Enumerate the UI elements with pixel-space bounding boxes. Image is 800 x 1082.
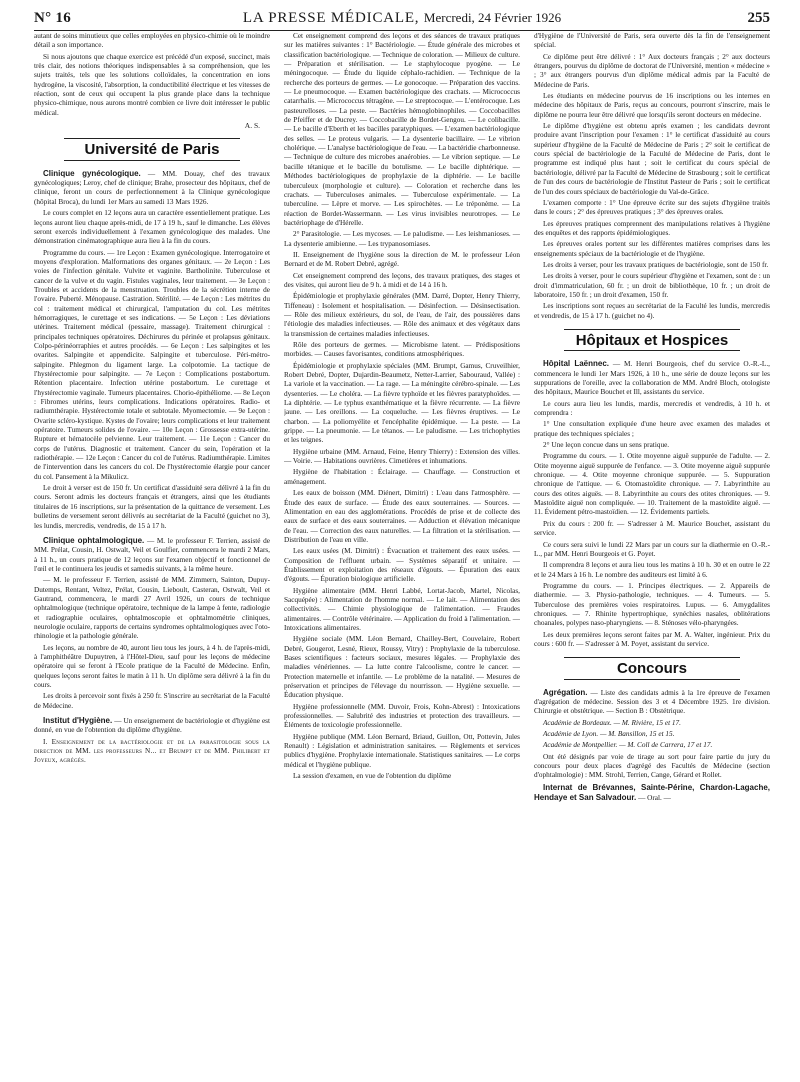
paragraph: La session d'examen, en vue de l'obtention du diplôme <box>293 772 452 781</box>
column-right <box>534 32 770 1082</box>
paragraph: Hygiène de l'habitation : Éclairage. — Chauffage. — Construction et aménagement. <box>284 468 520 486</box>
paragraph: 2° Parasitologie. — Les mycoses. — Le paludisme. — Les leishmanioses. — La dysenterie amibienne. — Les trypanosomiases. <box>284 230 520 248</box>
paragraph: Les inscriptions sont reçues au secrétariat de la Faculté les lundis, mercredis et vendredis, de 15 à 17 h. (guichet no 4). <box>534 302 770 320</box>
paragraph: L'examen comporte : 1° Une épreuve écrite sur des sujets d'hygiène traités dans le cours ; 2° des épreuves pratiques ; 3° des épreuves orales. <box>534 198 770 217</box>
article-title: Clinique ophtalmologique. <box>43 535 145 545</box>
paragraph: Les deux premières leçons seront faites par M. A. Walter, ingénieur. Prix du cours : 600 fr. — S'adresser à M. Poyet, assistant du service. <box>534 630 770 648</box>
paragraph: Les droits à verser, pour les travaux pratiques de bactériologie, sont de 150 fr. <box>543 260 769 269</box>
section-header-universite <box>34 138 270 160</box>
paragraph: Il comprendra 8 leçons et aura lieu tous les matins à 10 h. 30 et en outre le 22 et le 24 Mars à 16 h. Le nombre des auditeurs est limité à 6. <box>534 561 770 579</box>
section-rule <box>564 679 740 680</box>
section-title: Université de Paris <box>84 141 220 159</box>
issue-date: Mercredi, 24 Février 1926 <box>423 10 562 25</box>
journal-name: LA PRESSE MÉDICALE, <box>242 10 420 26</box>
paragraph: Hygiène professionnelle (MM. Duvoir, Frois, Kohn-Abrest) : Intoxications professionnelles. — Salubrité des industries et protection des travailleurs. — Éléments de toxicologie professionnelle. <box>284 702 520 730</box>
article-text: — MM. Douay, chef des travaux gynécologiques; Leroy, chef de clinique; Brahe, prosecteur des hôpitaux, chef de clinique, feront un cours de perfectionnement à la Clinique gynécologique (hôpital Broca), du lundi 1er Mars au samedi 13 Mars 1926. <box>34 169 270 206</box>
section-header-hopitaux <box>534 329 770 351</box>
page-number: 255 <box>747 10 770 26</box>
article-title: Agrégation. <box>543 687 588 697</box>
paragraph: Cet enseignement comprend des leçons, des travaux pratiques, des stages et des visites, qui auront lieu de 9 h. à midi et de 14 à 16 h. <box>284 271 520 289</box>
article-text: — M. Henri Bourgeois, chef du service O.-R.-L., commencera le lundi 1er Mars 1926, à 10 h., une série de douze leçons sur les suppurations de l'oreille, avec la collaboration de MM. André Bloch, otologiste des hôpitaux, Maurice Bouchet et Ill, assistants du service. <box>534 360 770 397</box>
paragraph: 2° Une leçon concue dans un sens pratique. <box>543 441 670 450</box>
article-columns <box>34 32 770 1082</box>
paragraph: I. Enseignement de la bactériologie et de la parasitologie sous la direction de MM. les professeurs N... et Brumpt et de MM. Philibert et Joyeux, agrégés. <box>34 737 270 765</box>
paragraph: Hygiène alimentaire (MM. Henri Labbé, Lortat-Jacob, Martel, Nicolas, Sacquépée) : Alimentation de l'homme normal. — Le lait. — Alimentation des collectivités. — Chimie physiologique de l'alimentation. — Fraudes alimentaires. — Contrôle vétérinaire. — Application du froid à l'alimentation. — Intoxications alimentaires. <box>284 586 520 632</box>
paragraph: Le cours aura lieu les lundis, mardis, mercredis et vendredis, à 10 h. et comprendra : <box>534 399 770 418</box>
paragraph: autant de soins minutieux que celles employées en physico-chimie où le moindre détail a son importance. <box>34 32 270 50</box>
paragraph: 1° Une consultation expliquée d'une heure avec examen des malades et pratique des techniques spéciales ; <box>534 420 770 438</box>
paragraph: II. Enseignement de l'hygiène sous la direction de M. le professeur Léon Bernard et de M. Robert Debré, agrégé. <box>284 250 520 269</box>
article-title: Institut d'Hygiène. <box>43 716 113 726</box>
paragraph: Les eaux de boisson (MM. Diénert, Dimitri) : L'eau dans l'atmosphère. — Étude des eaux de surface. — Étude des eaux souterraines. — Sources. — Alimentation en eau des agglomérations. Procédés de prise et de collecte des eaux de surface et des eaux souterraines. — Adduction et élévation mécanique de l'eau. — Correction des eaux naturelles. — La filtration et la stérilisation. — Distribution de l'eau en ville. <box>284 489 520 544</box>
paragraph: Ce diplôme peut être délivré : 1° Aux docteurs français ; 2° aux docteurs étrangers, pourvus du diplôme de doctorat de l'Université, mention « médecine » ; 3° aux étrangers pourvus d'un diplôme médical admis par la Faculté de Médecine de Paris. <box>534 52 770 89</box>
column-middle <box>284 32 520 1082</box>
paragraph: Si nous ajoutons que chaque exercice est précédé d'un exposé, succinct, mais très clair, des notions théoriques indispensables à sa compréhension, que les sujets traités, tels que les solutions colloïdales, la concentration en ions hydrogène, la viscosité, l'absorption, la conductibilité électrique et les vitesses de réaction, sont de ceux qui occupent la plus grande place dans la technique physico-chimique, nous aurons montré combien ce livre doit intéresser le public médical. <box>34 52 270 117</box>
paragraph: Académie de Bordeaux. — M. Rivière, 15 et 17. <box>543 718 681 727</box>
section-title: Concours <box>616 660 687 678</box>
section-header-concours <box>534 657 770 679</box>
paragraph: — M. le professeur F. Terrien, assisté de MM. Zimmern, Sainton, Dupuy-Dutemps, Rentant, Veltez, Prélat, Cousin, Lieboult, Casteran, Ostwalt, Veil et Gautrand, commencera, le mardi 27 Avril 1926, un cours de technique ophtalmologique (technique opératoire, technique de la lampe à fente, radiologie et radiographie oculaires, ophtalmoscopie et ophtalmométrie cliniques, neurologie oculaire, rapports de certains syndromes ophtalmologiques avec l'oto-rhinologie et la pathologie générale. <box>34 576 270 641</box>
paragraph: Ce cours sera suivi le lundi 22 Mars par un cours sur la diathermie en O.-R.-L., par MM. Henri Bourgeois et G. Poyet. <box>534 540 770 558</box>
paragraph: Épidémiologie et prophylaxie spéciales (MM. Brumpt, Gamus, Cruveilhier, Robert Debré, Dopter, Dujardin-Beaumetz, Netter-Larrier, Sabouraud, Vallée) : La variole et la vaccination. — La rage. — La méningite cérébro-spinale. — Les dysenteries. — Le choléra. — La fièvre typhoïde et les fièvres paratyphoïdes. — La diphtérie. — Le typhus exanthématique et la fièvre récurrente. — La fièvre jaune. — Les oreillons. — La coqueluche. — Les fièvres éruptives. — Le charbon. — La poliomyélite et l'encéphalite épidémique. — La peste. — La grippe. — La pneumonie. — Le tétanos. — Le paludisme. — Les trichophyties et les teignes. <box>284 361 520 445</box>
paragraph: Académie de Lyon. — M. Bansillon, 15 et 15. <box>543 730 675 738</box>
article-text: — Oral. — <box>638 794 671 803</box>
paragraph: Épidémiologie et prophylaxie générales (MM. Darré, Dopter, Henry Thierry, Tiffeneau) : Isolement et hospitalisation. — Désinfection. — Désinsectisation. — Rôle des milieux extérieurs, du sol, de l'eau, de l'air, des poussières dans l'étiologie des maladies infectieuses. — Rôle des animaux et des végétaux dans la transmission de certaines maladies infectieuses. <box>284 292 520 338</box>
section-title: Hôpitaux et Hospices <box>575 331 729 349</box>
paragraph: Les leçons, au nombre de 40, auront lieu tous les jours, à 4 h. de l'après-midi, à l'amphithéâtre Dupuytren, à l'Hôtel-Dieu, sauf pour les leçons de médecine opératoire qui se feront à l'Ecole pratique de la Faculté de Médecine. Enfin, quelques leçons seront faites le matin à 11 h. Un diplôme sera délivré à la fin du cours. <box>34 643 270 689</box>
paragraph: Le cours complet en 12 leçons aura un caractère essentiellement pratique. Les leçons auront lieu chaque après-midi, de 17 à 19 h., sauf le dimanche. Les élèves seront exercés individuellement à l'examen gynécologique des malades. Une démonstration cinématographique aura lieu à la fin du cours. <box>34 209 270 246</box>
paragraph: Programme du cours. — 1re Leçon : Examen gynécologique. Interrogatoire et moyens d'exploration. Malformations des organes génitaux. — 2e Leçon : Les voies de l'infection génitale. Vulvite et vaginite. Bartholinite. Tuberculose et cancer de la vulve et du vagin. Fistules vaginales, leur traitement. — 3e Leçon : Troubles et accidents de la menstruation. Troubles de la sécrétion interne de l'ovaire. Puberté. Ménopause. Castration. Stérilité. — 4e Leçon : Les métrites du col : traitement médical et chirurgical, l'amputation du col. Les métrites hémorragiques, le curettage et ses indications. — 5e Leçon : Les déviations utérines. Traitement médical (pessaire, massage). Traitement chirurgical : principales techniques opératoires. Déchirures du périnée et prolapsus génitaux. Colpo-périnéorraphies et autres procédés. — 6e Leçon : Les salpingites et les ovarites. Salpingite et appendicite. Salpingite et tuberculose. Péri-métro-salpingite. Phlegmon du ligament large. La colpotomie. La tactique de l'hystérectomie pour salpingite. — 7e Leçon : Complications postabortum. Rétention placentaire. Infection utérine postabortum. Le curettage et l'hystérectomie vaginale. Tumeurs placentaires. Chorio-épithéliome. — 8e Leçon : Fibromes utérins, leurs complications. Indications opératoires. Radio- et radiumthérapie. Hystérectomie totale et subtotale. Myomectomie. — 9e Leçon : Ovarite scléro-kystique. Kystes de l'ovaire; leurs complications et leur traitement opératoire. Tumeurs solides de l'ovaire. — 10e Leçon : Grossesse extra-utérine. Rupture et hématocèle pelvienne. Leur traitement. — 11e Leçon : Cancer du corps de l'utérus. Diagnostic et traitement. Cancer du sein, l'opération et la radiothérapie. — 12e Leçon : Cancer du col de l'utérus. Radiumthérapie. Limites de l'intervention dans les cancers du col. De l'hystérectomie élargie pour cancer du col. Pansement à la Mikulicz. <box>34 248 270 481</box>
column-left <box>34 32 270 1082</box>
paragraph: Cet enseignement comprend des leçons et des séances de travaux pratiques sur les matières suivantes : 1° Bactériologie. — Étude générale des microbes et classification bactériologique. — Technique de coloration. — Milieux de culture. — Préparation et stérilisation. — Le staphylocoque pyogène. — Le méningocoque. — Étude du liquide céphalo-rachidien. — Technique de la recherche des porteurs de germes. — Le gonocoque. — Préparation des vaccins. — Le pneumocoque. — Examen bactériologique des crachats. — Micrococcus catarrhalis. — Micrococcus tétragène. — Le streptocoque. — L'entérocoque. Les pasteurelloses. — La peste. — Bactéries hémoglobinophiles. — Coccobacilles de Pfeiffer et de Ducrey. — Coccobacille de Bordet-Gengou. — Le colibacille. — Le bacille d'Eberth et les bacilles paratyphiques. — L'examen bactériologique des selles. — Le proteus vulgaris. — La dysenterie bacillaire. — Le vibrion cholérique. — L'analyse bactériologique de l'eau. — La bactéridie charbonneuse. — Technique de culture des microbes anaérobies. — Le vibrion septique. — Le bacille tétanique et le bacille du botulisme. — Le bacille diphtérique. — Méthodes bactériologiques de prophylaxie de la diphtérie. — Le bacille tuberculeux (morphologie et culture). — Coloration et recherche dans les crachats. — Tuberculoses animales. — Tuberculose expérimentale. — La tuberculine. — Lèpre et morve. — Les spirochètes. — Le tréponème. — La réaction de Bordet-Wassermann. — Les virus invisibles neurotropes. — Le bactériophage de d'Hérelle. <box>284 32 520 227</box>
section-rule <box>64 160 240 161</box>
paragraph: Le diplôme d'hygiène est obtenu après examen ; les candidats devront produire avant l'inscription pour l'examen : 1° le certificat d'assiduité au cours supérieur d'hygiène de la Faculté de Médecine de Paris ; 2° soit le certificat de cours spécial de bactériologie de la Faculté de Médecine de Paris, dont le programme est indiqué plus haut ; soit le certificat du cours spécial de bactériologie, délivré par la Faculté de Médecine de Strasbourg ; soit le certificat de l'un des cours de bactériologie de l'Institut Pasteur de Paris ; soit le certificat de l'un des cours spéciaux de bactériologie du Val-de-Grâce. <box>534 122 770 196</box>
paragraph: Programme du cours. — 1. Otite moyenne aiguë suppurée de l'adulte. — 2. Otite moyenne aiguë suppurée de l'enfance. — 3. Otite moyenne aiguë suppurée chronique. — 4. Otite moyenne chronique suppurée. — 5. Suppuration chronique de l'attique. — 6. Otomastoïdite chronique. — 7. Labyrinthite au cours des otites aiguës. — 8. Labyrinthite au cours des otites chroniques. — 9. Mastoïdite aiguë non compliquée. — 10. Traitement de la mastoïdite aiguë. — 11. Évidement pétro-mastoïdien. — 12. Évidements partiels. <box>534 452 770 517</box>
paragraph: d'Hygiène de l'Université de Paris, sera ouverte dès la fin de l'enseignement spécial. <box>534 32 770 50</box>
paragraph: Les droits à verser, pour le cours supérieur d'hygiène et l'examen, sont de : un droit d'immatriculation, 60 fr. ; un droit de bibliothèque, 10 fr. ; un droit de laboratoire, 150 fr. ; un droit d'examen, 150 fr. <box>534 272 770 299</box>
paragraph: Rôle des porteurs de germes. — Microbisme latent. — Prédispositions morbides. — Causes favorisantes, conditions atmosphériques. <box>284 341 520 359</box>
paragraph: Programme du cours. — 1. Principes électriques. — 2. Appareils de diathermie. — 3. Physio-pathologie, techniques. — 4. Tumeurs. — 5. Tuberculose des premières voies respiratoires. Lupus. — 6. Amygdalites chroniques. — 7. Rhinite hypertrophique, synéchies nasales, oblitérations choanales, polypes naso-pharyngiens. — 8. Sténoses vélo-pharyngées. <box>534 581 770 628</box>
paragraph: Ont été désignés par voie de tirage au sort pour faire partie du jury du concours pour deux places d'agrégé des Facultés de Médecine (section d'ophtalmologie) : MM. Strohl, Terrien, Cange, Gérard et Rollet. <box>534 752 770 780</box>
issue-number: N° 16 <box>34 10 72 26</box>
paragraph: Hygiène publique (MM. Léon Bernard, Briaud, Guillon, Ott, Pottevin, Jules Renault) : Législation et administration sanitaires. — Règlements et services publics d'hygiène. Prophylaxie internationale. Statistiques sanitaires. — Le corps médical et l'hygiène publique. <box>284 732 520 769</box>
paragraph: Les droits à percevoir sont fixés à 250 fr. S'inscrire au secrétariat de la Faculté de Médecine. <box>34 692 270 710</box>
paragraph: Les eaux usées (M. Dimitri) : Évacuation et traitement des eaux usées. — Composition de l'effluent urbain. — Systèmes séparatif et unitaire. — Établissement et exploitation des réseaux d'égouts. — Épuration des eaux d'égouts. — Épuration biologique artificielle. <box>284 547 520 584</box>
article-title: Internat de Brévannes, Sainte-Périne, Chardon-Lagache, Hendaye et San Salvadour. <box>534 782 770 803</box>
paragraph: Les épreuves orales portent sur les différentes matières comprises dans les enseignements spéciaux de la bactériologie et de l'hygiène. <box>534 240 770 258</box>
journal-title <box>34 10 770 27</box>
article-title: Clinique gynécologique. <box>43 168 141 178</box>
article-text: — M. le professeur F. Terrien, assisté de MM. Prélat, Cousin, H. Ostwalt, Veil et Goulfier, commencera le mardi 2 Mars, à 11 h., un cours pratique de 12 leçons sur l'examen objectif et fonctionnel de l'œil et le continuera les jeudis et samedis suivants, à la même heure. <box>34 536 270 573</box>
article-text: — Liste des candidats admis à la 1re épreuve de l'examen d'agrégation de médecine. Session des 3 et 4 Décembre 1925. 1re division. Chirurgie et obstétrique. — Section B : Obstétrique. <box>534 688 770 716</box>
article-title: Hôpital Laënnec. <box>543 359 610 369</box>
running-header <box>34 8 770 31</box>
section-rule <box>564 350 740 351</box>
paragraph: Le droit à verser est de 150 fr. Un certificat d'assiduité sera délivré à la fin du cours. Seront admis les docteurs français et étrangers, ainsi que les étudiants titulaires de 16 inscriptions, sur la présentation de la quittance de versement. Les bulletins de versement seront délivrés au secrétariat de la Faculté (guichet no 3), les lundis, mercredis, vendredis, de 15 à 17 h. <box>34 484 270 530</box>
paragraph: Académie de Montpellier. — M. Coll de Carrera, 17 et 17. <box>543 741 713 750</box>
review-signature: A. S. <box>244 121 260 131</box>
paragraph: Hygiène sociale (MM. Léon Bernard, Chailley-Bert, Couvelaire, Robert Debré, Gougerot, Lesné, Rieux, Roussy, Vitry) : Prophylaxie de la tuberculose. Bases scientifiques : facteurs sociaux, mesures légales. — Prophylaxie des maladies vénériennes. — La lutte contre l'alcoolisme, contre le cancer. — Protection maternelle et infantile. — Le problème de la natalité. — Mesures de préservation et principes de l'élevage du nourrisson. — Hygiène sexuelle. — Éducation physique. <box>284 635 520 700</box>
paragraph: Prix du cours : 200 fr. — S'adresser à M. Maurice Bouchet, assistant du service. <box>534 519 770 538</box>
paragraph: Les épreuves pratiques comprennent des manipulations relatives à l'hygiène des enquêtes et des rapports épidémiologiques. <box>534 219 770 237</box>
paragraph: Les étudiants en médecine pourvus de 16 inscriptions ou les internes en médecine des hôpitaux de Paris, reçus au concours, pourront s'inscrire, mais le diplôme ne pourra leur être délivré que lorsqu'ils seront docteurs en médecine. <box>534 92 770 119</box>
paragraph: Hygiène urbaine (MM. Arnaud, Feine, Henry Thierry) : Extension des villes. — Voirie. — Habitations ouvrières. Cimetières et inhumations. <box>284 447 520 466</box>
article-text: — Un enseignement de bactériologie et d'hygiène est donné, en vue de l'obtention du diplôme d'hygiène. <box>34 717 270 735</box>
